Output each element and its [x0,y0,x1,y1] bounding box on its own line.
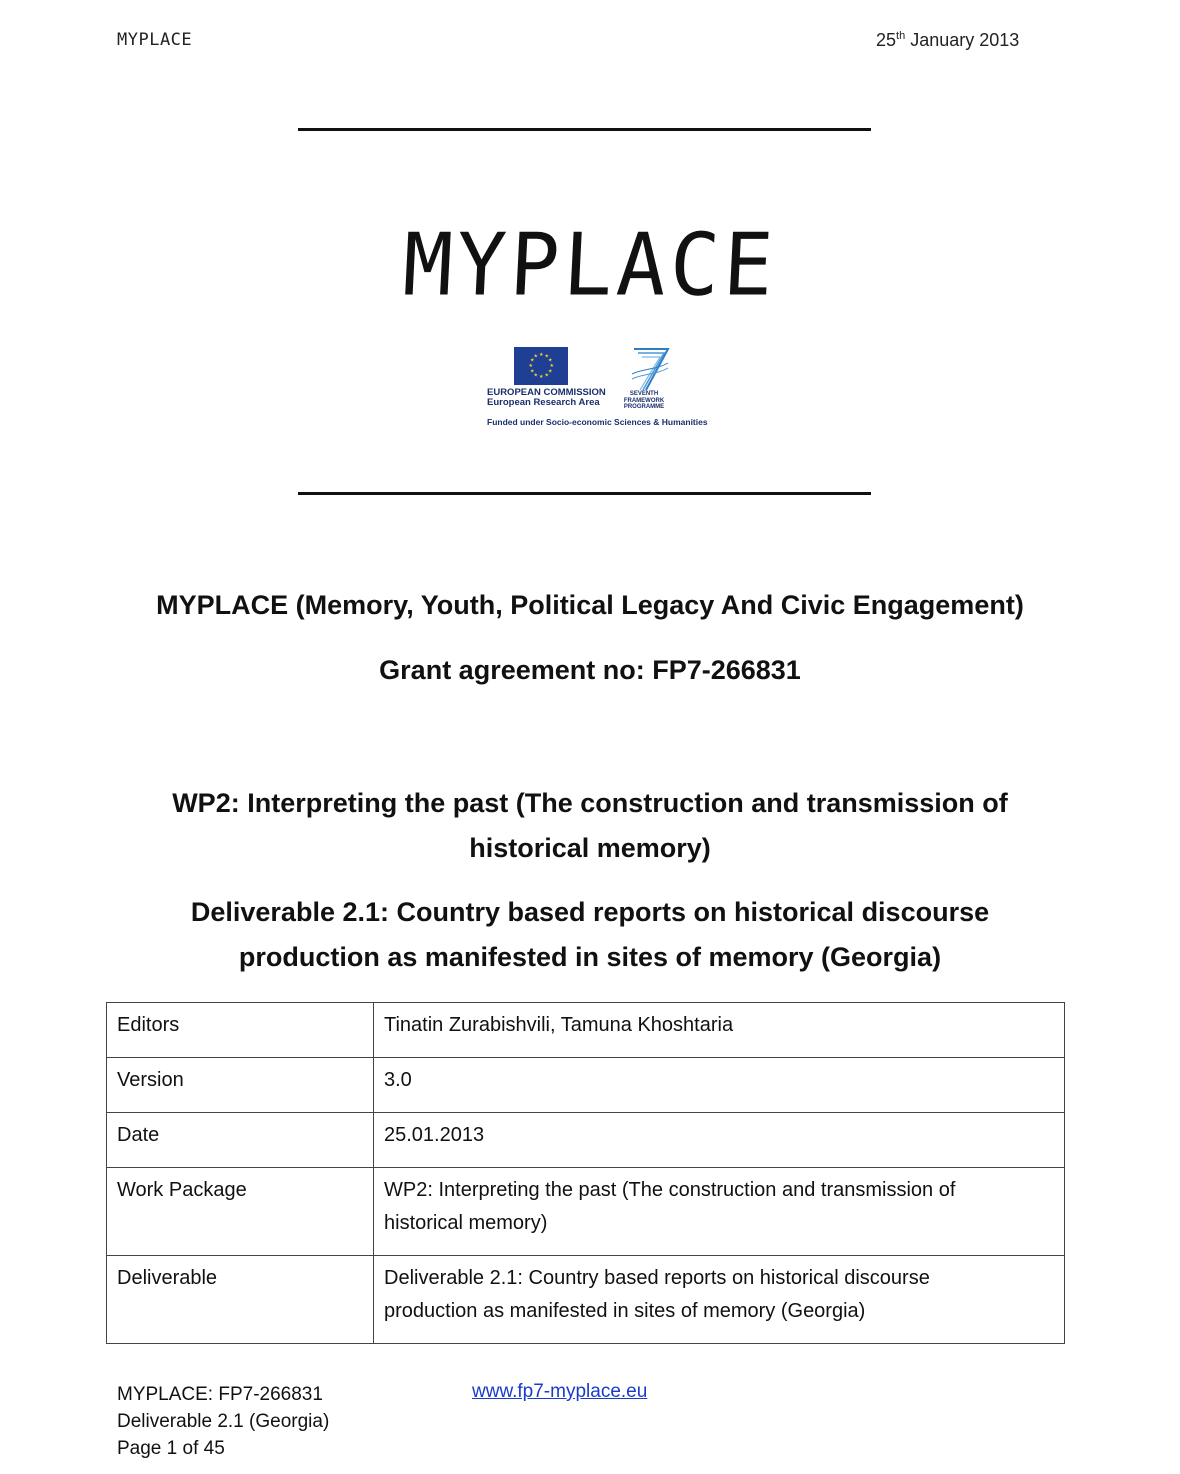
table-value [374,1256,1065,1344]
myplace-logo: MYPLACE [400,215,780,316]
svg-text:★: ★ [530,357,535,364]
fp7-logo-icon [628,346,672,392]
svg-text:★: ★ [548,368,553,375]
eu-caption-line1: EUROPEAN COMMISSION [487,387,606,398]
header-date-rest: January 2013 [905,30,1020,50]
svg-text:★: ★ [539,352,544,358]
table-label: Version [107,1058,374,1113]
fp7-caption [614,391,674,411]
table-value-line2: historical memory) [384,1212,548,1234]
funding-note: Funded under Socio-economic Sciences & Humanities [487,417,708,427]
header-date [876,30,1019,51]
table-value-line2: production as manifested in sites of memory (Georgia) [384,1300,866,1322]
table-row [107,1058,1065,1113]
document-info-table [106,1002,1065,1344]
svg-text:★: ★ [544,372,549,379]
website-link[interactable]: www.fp7-myplace.eu [472,1381,648,1402]
deliverable-title [90,890,1090,980]
table-label: Work Package [107,1168,374,1256]
top-divider [298,128,871,131]
table-value: Tinatin Zurabishvili, Tamuna Khoshtaria [374,1003,1065,1058]
eu-caption [487,388,606,408]
svg-text:★: ★ [533,353,538,360]
grant-number: Grant agreement no: FP7-266831 [379,655,801,685]
svg-text:★: ★ [533,372,538,379]
table-value [374,1168,1065,1256]
eu-flag-icon [514,347,568,385]
svg-text:★: ★ [549,363,554,369]
table-row [107,1256,1065,1344]
svg-text:★: ★ [539,374,544,380]
table-value-line1: Deliverable 2.1: Country based reports on historical discourse [384,1267,930,1289]
table-label: Deliverable [107,1256,374,1344]
table-label: Date [107,1113,374,1168]
table-row [107,1113,1065,1168]
table-value: 25.01.2013 [374,1113,1065,1168]
svg-text:★: ★ [530,368,535,375]
work-package-line2: historical memory) [469,833,711,863]
table-value-line1: WP2: Interpreting the past (The construction and transmission of [384,1179,956,1201]
work-package-title [90,781,1090,871]
footer-grant: MYPLACE: FP7-266831 [117,1384,323,1405]
fp7-caption-line1: SEVENTH FRAMEWORK [623,391,665,404]
project-title: MYPLACE (Memory, Youth, Political Legacy And Civic Engagement) [156,590,1024,620]
deliverable-line2: production as manifested in sites of memory (Georgia) [238,942,942,972]
footer-page-number: Page 1 of 45 [117,1438,225,1459]
fp7-caption-line2: PROGRAMME [623,404,665,410]
bottom-divider [298,492,871,495]
table-row [107,1168,1065,1256]
header-project-name: MYPLACE [117,30,193,50]
svg-text:★: ★ [544,353,549,360]
svg-text:★: ★ [528,363,533,369]
header-date-day: 25 [876,30,897,50]
svg-text:★: ★ [548,357,553,364]
eu-caption-line2: European Research Area [487,397,600,408]
work-package-line1: WP2: Interpreting the past (The construction and transmission of [172,788,1008,818]
table-label: Editors [107,1003,374,1058]
footer-deliverable: Deliverable 2.1 (Georgia) [117,1411,330,1432]
deliverable-line1: Deliverable 2.1: Country based reports on historical discourse [190,897,990,927]
table-row [107,1003,1065,1058]
footer-info [117,1381,329,1462]
table-value: 3.0 [374,1058,1065,1113]
header-date-suffix: th [896,30,906,42]
